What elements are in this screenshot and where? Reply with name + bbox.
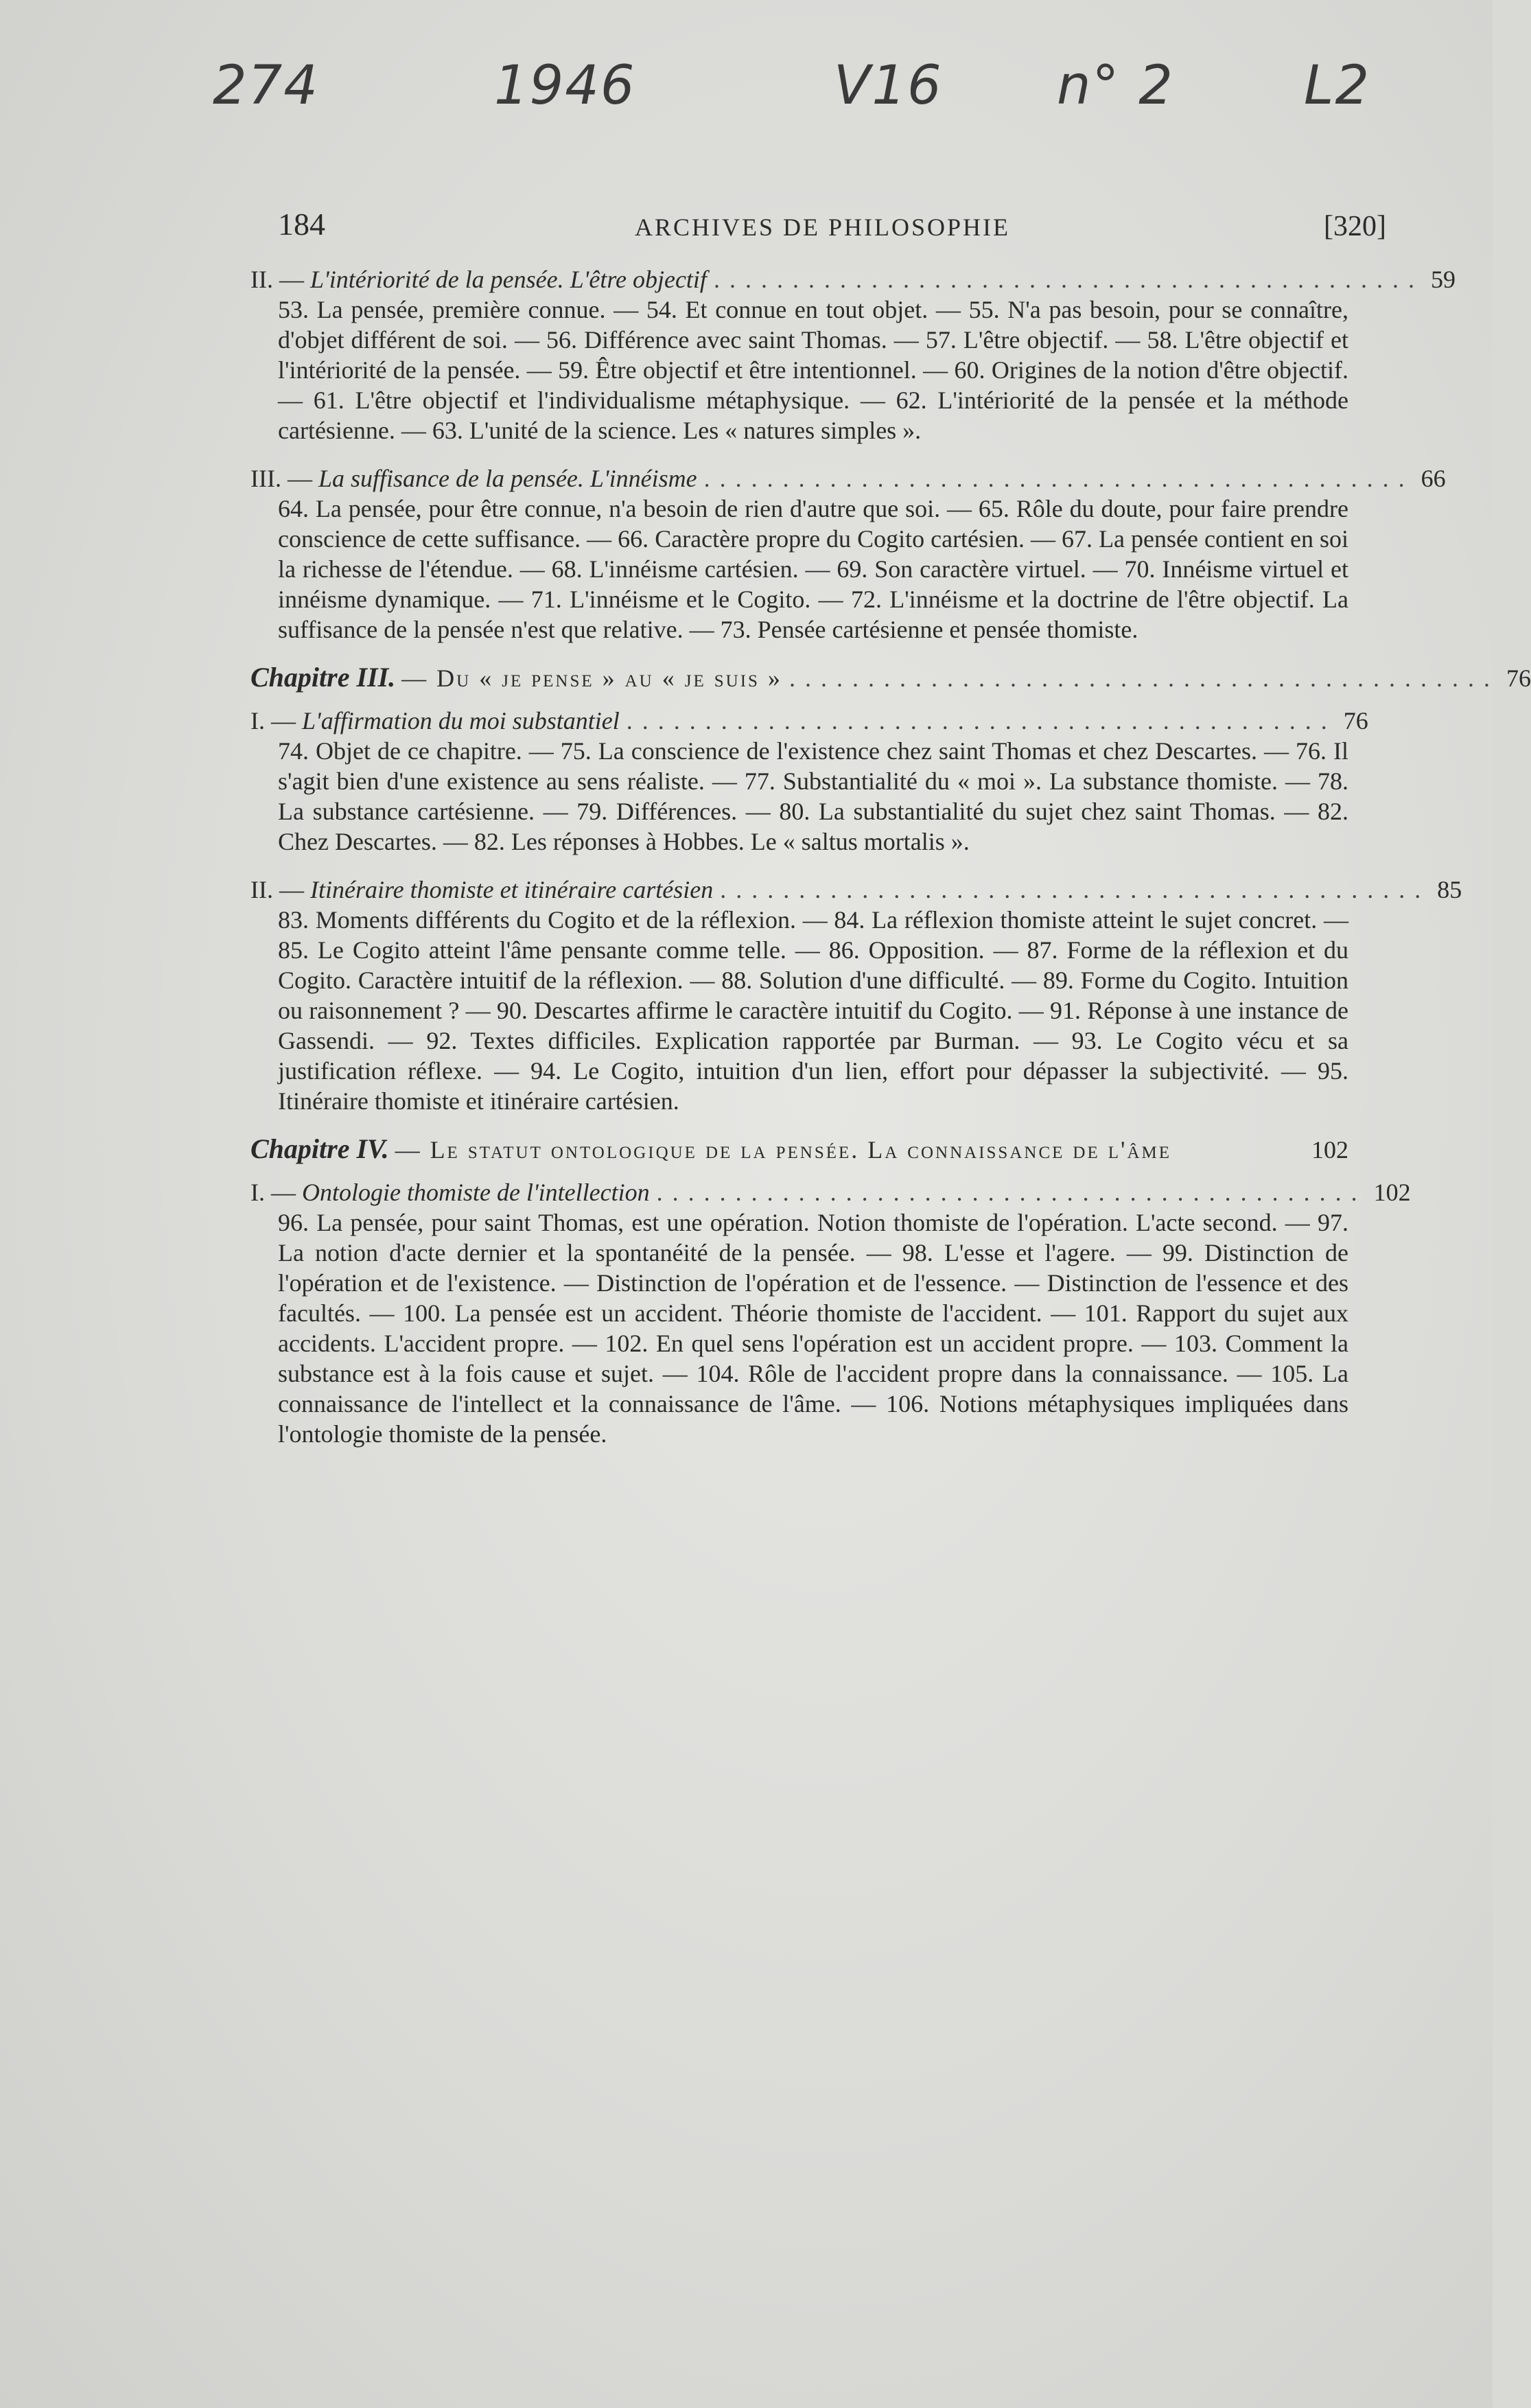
- toc-section: [250, 264, 1456, 445]
- section-page: 66: [1421, 465, 1446, 492]
- section-number: I. —: [250, 707, 302, 734]
- chapter-heading: [250, 1134, 1348, 1165]
- chapter-number: Chapitre III.: [250, 662, 396, 693]
- leader-dots: .............................................: [720, 876, 1431, 903]
- chapter-page: 102: [1311, 1136, 1348, 1164]
- toc-chapter: [250, 1134, 1348, 1165]
- section-page: 59: [1430, 266, 1456, 293]
- chapter-page: 76: [1506, 664, 1531, 692]
- bracket-page-number: [320]: [1324, 211, 1386, 242]
- chapter-title: — Le statut ontologique de la pensée. La connaissance de l'âme: [395, 1136, 1172, 1164]
- section-number: II. —: [250, 266, 310, 293]
- toc-section: [250, 1177, 1411, 1449]
- toc-chapter: [250, 662, 1531, 693]
- leader-dots: .............................................: [788, 664, 1499, 692]
- toc-section: [250, 463, 1446, 645]
- section-title: Ontologie thomiste de l'intellection: [302, 1179, 650, 1206]
- section-page: 102: [1373, 1179, 1411, 1206]
- handwritten-note-2: 1946: [494, 55, 636, 117]
- chapter-number: Chapitre IV.: [250, 1133, 389, 1164]
- section-number: III. —: [250, 465, 318, 492]
- chapter-title: — Du « je pense » au « je suis »: [401, 664, 782, 692]
- page-number: 184: [278, 207, 325, 242]
- section-title: L'intériorité de la pensée. L'être objectif: [309, 266, 707, 293]
- handwritten-note-3: V16: [834, 55, 943, 117]
- handwritten-note-5: L2: [1304, 55, 1371, 117]
- section-title: Itinéraire thomiste et itinéraire cartésien: [309, 876, 714, 903]
- section-number: II. —: [250, 876, 310, 903]
- journal-title: ARCHIVES DE PHILOSOPHIE: [635, 213, 1011, 241]
- section-summary: 96. La pensée, pour saint Thomas, est une opération. Notion thomiste de l'opération. L'acte second. — 97. La notion d'acte dernier et la spontanéité de la pensée. — 98. L'esse et l'agere. — 99. Distinction de l'opération et de l'existence. — Distinction de l'opération et de l'essence. — Distinction de l'essence et des facultés. — 100. La pensée est un accident. Théorie thomiste de l'accident. — 101. Rapport du sujet aux accidents. L'accident propre. — 102. En quel sens l'opération est un accident propre. — 103. Comment la substance est à la fois cause et sujet. — 104. Rôle de l'accident propre dans la connaissance. — 105. La connaissance de l'intellect et la connaissance de l'âme. — 106. Notions métaphysiques impliquées dans l'ontologie thomiste de la pensée.: [278, 1209, 1348, 1448]
- running-head: [278, 206, 1386, 247]
- handwritten-note-1: 274: [213, 55, 319, 117]
- section-summary: 74. Objet de ce chapitre. — 75. La conscience de l'existence chez saint Thomas et chez Descartes. — 76. Il s'agit bien d'une existence au sens réaliste. — 77. Substantialité du « moi ». La substance thomiste. — 78. La substance cartésienne. — 79. Différences. — 80. La substantialité du sujet chez saint Thomas. — 82. Chez Descartes. — 82. Les réponses à Hobbes. Le « saltus mortalis ».: [278, 737, 1348, 855]
- toc-section: [250, 875, 1462, 1116]
- section-summary: 53. La pensée, première connue. — 54. Et connue en tout objet. — 55. N'a pas besoin, pour se connaître, d'objet différent de soi. — 56. Différence avec saint Thomas. — 57. L'être objectif. — 58. L'être objectif et l'intériorité de la pensée. — 59. Être objectif et être intentionnel. — 60. Origines de la notion d'être objectif. — 61. L'être objectif et l'individualisme métaphysique. — 62. L'intériorité de la pensée et la méthode cartésienne. — 63. L'unité de la science. Les « natures simples ».: [278, 296, 1348, 444]
- toc-section: [250, 706, 1368, 857]
- toc-section-heading: [250, 264, 1456, 294]
- leader-dots: .............................................: [713, 266, 1424, 293]
- leader-dots: .............................................: [656, 1179, 1367, 1206]
- section-title: La suffisance de la pensée. L'innéisme: [318, 465, 697, 492]
- toc-section-heading: [250, 706, 1368, 736]
- section-number: I. —: [250, 1179, 302, 1206]
- toc-section-heading: [250, 875, 1462, 905]
- section-page: 76: [1343, 707, 1368, 734]
- toc-section-heading: [250, 1177, 1411, 1207]
- section-summary: 64. La pensée, pour être connue, n'a besoin de rien d'autre que soi. — 65. Rôle du doute, pour faire prendre conscience de cette suffisance. — 66. Caractère propre du Cogito cartésien. — 67. La pensée contient en soi la richesse de l'étendue. — 68. L'innéisme cartésien. — 69. Son caractère virtuel. — 70. Innéisme virtuel et innéisme dynamique. — 71. L'innéisme et le Cogito. — 72. L'innéisme et la doctrine de l'être objectif. La suffisance de la pensée n'est que relative. — 73. Pensée cartésienne et pensée thomiste.: [278, 495, 1348, 643]
- handwritten-note-4: n° 2: [1057, 55, 1174, 117]
- chapter-heading: [250, 662, 1531, 693]
- leader-dots: .............................................: [703, 465, 1414, 492]
- section-title: L'affirmation du moi substantiel: [302, 707, 620, 734]
- table-of-contents: [250, 264, 1531, 1461]
- section-page: 85: [1437, 876, 1462, 903]
- leader-dots: .............................................: [626, 707, 1337, 734]
- section-summary: 83. Moments différents du Cogito et de la réflexion. — 84. La réflexion thomiste atteint le sujet concret. — 85. Le Cogito atteint l'âme pensante comme telle. — 86. Opposition. — 87. Forme de la réflexion et du Cogito. Caractère intuitif de la réflexion. — 88. Solution d'une difficulté. — 89. Forme du Cogito. Intuition ou raisonnement ? — 90. Descartes affirme le caractère intuitif du Cogito. — 91. Réponse à une instance de Gassendi. — 92. Textes difficiles. Explication rapportée par Burman. — 93. Le Cogito vécu et sa justification réflexe. — 94. Le Cogito, intuition d'un lien, effort pour dépasser la subjectivité. — 95. Itinéraire thomiste et itinéraire cartésien.: [278, 906, 1348, 1115]
- toc-section-heading: [250, 463, 1446, 494]
